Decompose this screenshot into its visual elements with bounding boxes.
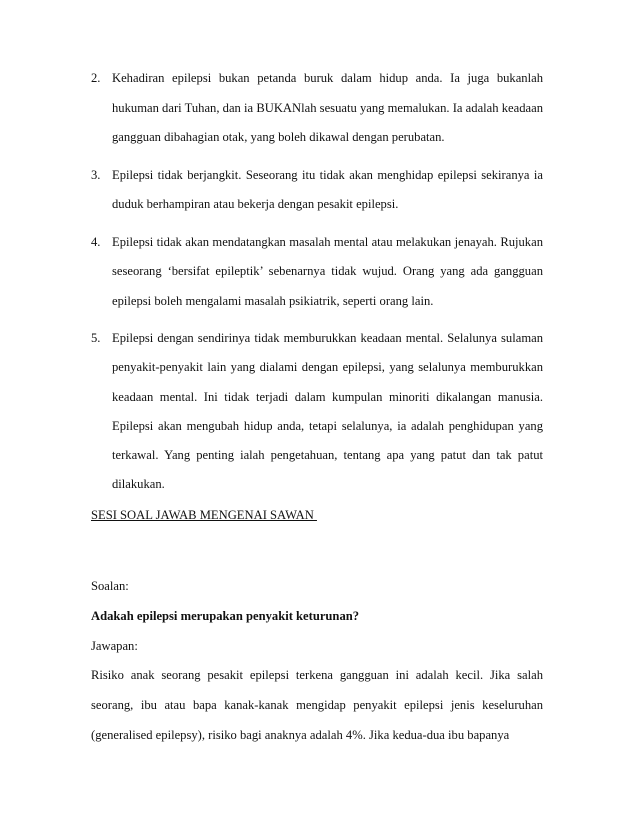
list-item-text: Epilepsi dengan sendirinya tidak memburukkan keadaan mental. Selalunya sulaman penyakit-penyakit lain yang dialami dengan epilepsi, yang selalunya memburukkan keadaan mental. Ini tidak terjadi dalam kumpulan minoriti dikalangan manusia. Epilepsi akan mengubah hidup anda, tetapi selalunya, ia adalah penghidupan yang terkawal. Yang penting ialah pengetahuan, tentang apa yang patut dan tak patut dilakukan.: [112, 331, 543, 492]
list-item-text: Kehadiran epilepsi bukan petanda buruk dalam hidup anda. Ia juga bukanlah hukuman dari Tuhan, dan ia BUKANlah sesuatu yang memalukan. Ia adalah keadaan gangguan dibahagian otak, yang boleh dikawal dengan perubatan.: [112, 71, 543, 144]
list-item: [91, 64, 543, 153]
list-item-number: 5.: [91, 331, 101, 345]
section-heading: SESI SOAL JAWAB MENGENAI SAWAN: [91, 508, 317, 522]
list-item-number: 2.: [91, 71, 101, 85]
list-item: [91, 324, 543, 500]
question-label: Soalan:: [91, 579, 129, 593]
list-item-number: 3.: [91, 167, 101, 182]
answer-text: Risiko anak seorang pesakit epilepsi terkena gangguan ini adalah kecil. Jika salah seorang, ibu atau bapa kanak-kanak mengidap penyakit epilepsi jenis keseluruhan (generalised epilepsy), risiko bagi anaknya adalah 4%. Jika kedua-dua ibu bapanya: [91, 668, 543, 742]
list-item: [91, 228, 543, 317]
list-item-text: Epilepsi tidak akan mendatangkan masalah mental atau melakukan jenayah. Rujukan seseorang ‘bersifat epileptik’ sebenarnya tidak wujud. Orang yang ada gangguan epilepsi boleh mengalami masalah psikiatrik, seperti orang lain.: [112, 234, 543, 308]
question-answer-section: [91, 572, 543, 751]
list-item-number: 4.: [91, 234, 101, 249]
numbered-list: [91, 64, 543, 500]
numbered-list-section: [91, 64, 543, 508]
question-text: Adakah epilepsi merupakan penyakit keturunan?: [91, 608, 360, 623]
list-item: [91, 161, 543, 220]
list-item-text: Epilepsi tidak berjangkit. Seseorang itu tidak akan menghidap epilepsi sekiranya ia duduk berhampiran atau bekerja dengan pesakit epilepsi.: [112, 167, 543, 211]
answer-label: Jawapan:: [91, 638, 138, 653]
